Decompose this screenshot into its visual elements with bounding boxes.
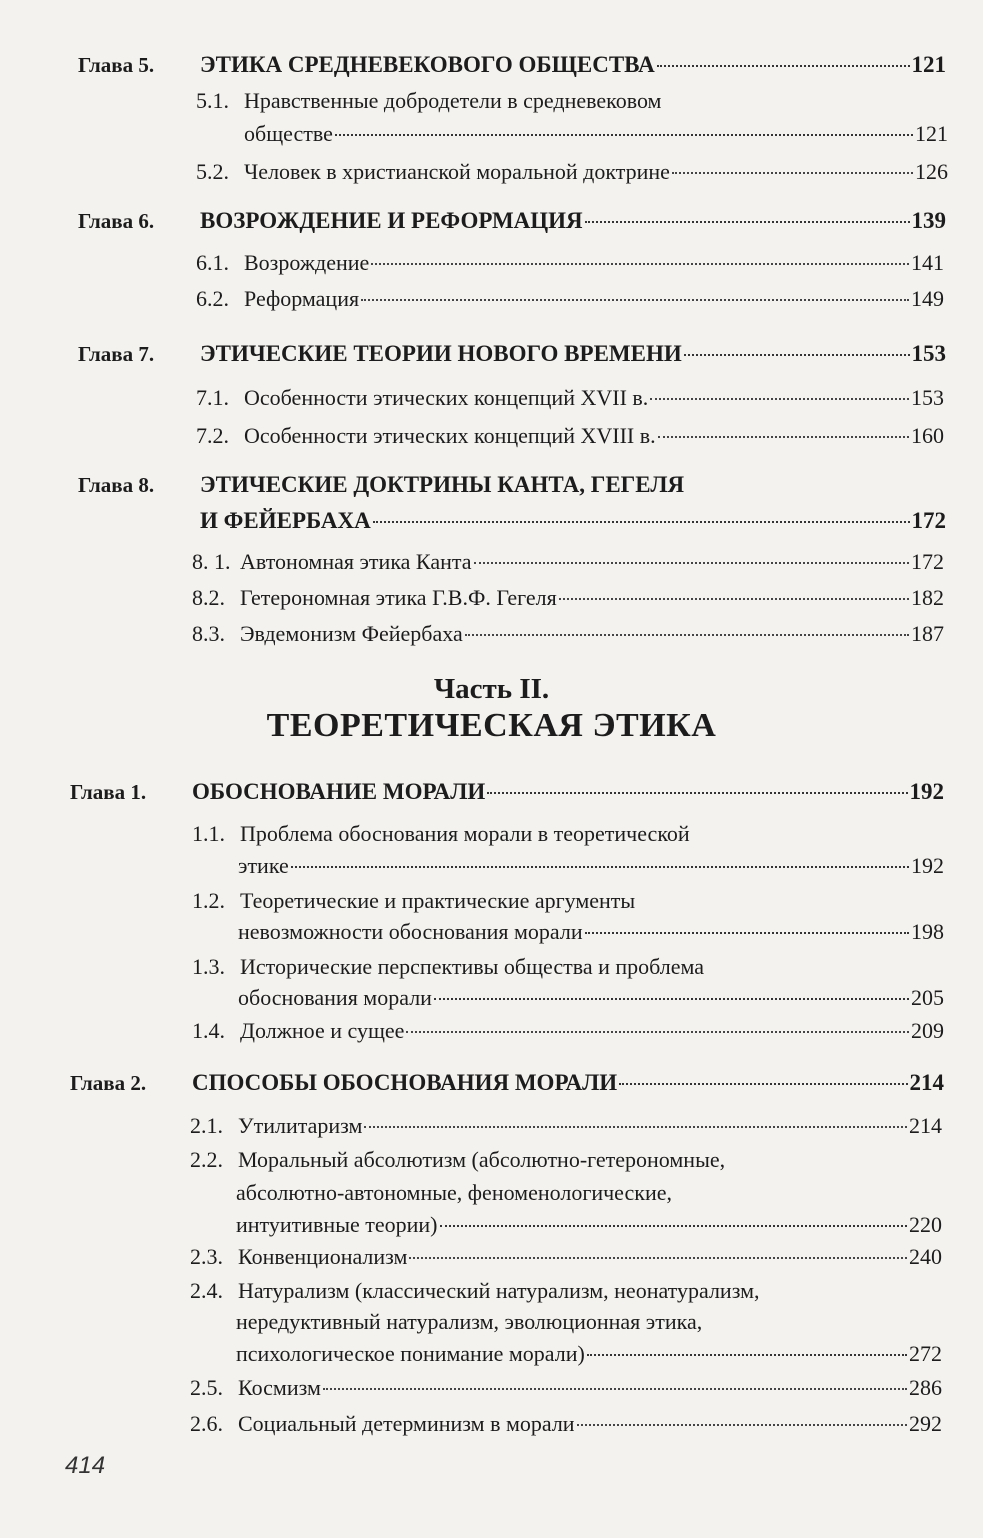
chapter-title: СПОСОБЫ ОБОСНОВАНИЯ МОРАЛИ: [192, 1070, 618, 1095]
page-number: 141: [911, 250, 944, 275]
page-number: 214: [909, 1113, 942, 1138]
dot-leader: [440, 1225, 908, 1227]
section-title-cont: интуитивные теории): [236, 1212, 438, 1237]
dot-leader: [587, 1354, 907, 1356]
toc-section-cont: [238, 915, 944, 949]
toc-chapter-cont: [78, 503, 946, 539]
chapter-title-line: [192, 1065, 944, 1101]
dot-leader: [371, 263, 909, 265]
page-number: 198: [911, 919, 944, 944]
chapter-title: ОБОСНОВАНИЕ МОРАЛИ: [192, 779, 486, 804]
toc-section-cont: [238, 849, 944, 883]
toc-section: [192, 545, 944, 579]
page-number: 160: [911, 423, 944, 448]
page-number: 149: [911, 286, 944, 311]
toc-section: [192, 617, 944, 651]
dot-leader: [361, 299, 909, 301]
dot-leader: [577, 1424, 907, 1426]
toc-section: [190, 1109, 942, 1143]
toc-section: [190, 1240, 942, 1274]
page-number: 205: [911, 985, 944, 1010]
chapter-title: ЭТИЧЕСКИЕ ТЕОРИИ НОВОГО ВРЕМЕНИ: [200, 341, 682, 366]
section-title: Возрождение: [244, 250, 370, 275]
chapter-number: Глава 6.: [78, 209, 155, 233]
page-number: 153: [911, 341, 946, 366]
dot-leader: [434, 998, 909, 1000]
section-number: 1.1.: [192, 821, 225, 846]
section-title: Особенности этических концепций XVIII в.: [244, 423, 656, 448]
section-title-cont: психологическое понимание морали): [236, 1341, 585, 1366]
dot-leader: [465, 634, 909, 636]
section-title: Теоретические и практические аргументы: [240, 888, 636, 913]
section-title-cont: обоснования морали: [238, 985, 432, 1010]
dot-leader: [323, 1388, 907, 1390]
section-number: 8. 1.: [192, 549, 231, 574]
section-title: Космизм: [238, 1375, 321, 1400]
section-title-cont: обществе: [244, 121, 333, 146]
chapter-number: Глава 2.: [70, 1071, 147, 1095]
section-title: Человек в христианской моральной доктрине: [244, 159, 670, 184]
dot-leader: [672, 172, 913, 174]
toc-chapter: [70, 1065, 944, 1101]
chapter-title: ВОЗРОЖДЕНИЕ И РЕФОРМАЦИЯ: [200, 208, 583, 233]
section-title-cont: этике: [238, 853, 289, 878]
toc-section: [196, 155, 948, 189]
page-number: 121: [915, 121, 948, 146]
chapter-title: ЭТИЧЕСКИЕ ДОКТРИНЫ КАНТА, ГЕГЕЛЯ: [200, 472, 685, 497]
section-title: Особенности этических концепций XVII в.: [244, 385, 649, 410]
toc-section: [192, 817, 944, 851]
dot-leader: [585, 221, 910, 223]
section-number: 2.4.: [190, 1278, 223, 1303]
page-number: 153: [911, 385, 944, 410]
part-title: ТЕОРЕТИЧЕСКАЯ ЭТИКА: [266, 707, 717, 744]
section-number: 5.2.: [196, 159, 229, 184]
dot-leader: [364, 1126, 907, 1128]
page-number: 292: [909, 1411, 942, 1436]
toc-section: [196, 419, 944, 453]
toc-section: [196, 246, 944, 280]
section-title: Натурализм (классический натурализм, неонатурализм,: [238, 1278, 760, 1303]
dot-leader: [474, 562, 909, 564]
section-number: 2.5.: [190, 1375, 223, 1400]
chapter-title-line: [192, 774, 944, 810]
page-number: 192: [909, 779, 944, 804]
page-number: 121: [911, 52, 946, 77]
toc-section-cont: [238, 981, 944, 1015]
toc-section: [192, 950, 944, 984]
dot-leader: [585, 932, 909, 934]
chapter-title-cont: И ФЕЙЕРБАХА: [200, 508, 371, 533]
section-title: Эвдемонизм Фейербаха: [240, 621, 463, 646]
page-number: 182: [911, 585, 944, 610]
page-number: 139: [911, 208, 946, 233]
toc-section: [190, 1274, 942, 1308]
toc-chapter: [78, 47, 946, 83]
section-number: 6.2.: [196, 286, 229, 311]
chapter-number: Глава 5.: [78, 53, 155, 77]
page-number: 214: [909, 1070, 944, 1095]
section-title: Утилитаризм: [238, 1113, 363, 1138]
dot-leader: [650, 398, 909, 400]
section-number: 8.2.: [192, 585, 225, 610]
chapter-title-line: [200, 336, 946, 372]
page-number: 240: [909, 1244, 942, 1269]
section-number: 2.6.: [190, 1411, 223, 1436]
dot-leader: [658, 436, 909, 438]
section-title: Исторические перспективы общества и проблема: [240, 954, 705, 979]
section-number: 1.3.: [192, 954, 225, 979]
toc-section: [190, 1143, 942, 1177]
toc-section-cont: [236, 1176, 942, 1210]
section-title: Конвенционализм: [238, 1244, 408, 1269]
section-number: 8.3.: [192, 621, 225, 646]
page-number: 220: [909, 1212, 942, 1237]
page-number: 286: [909, 1375, 942, 1400]
toc-section-cont: [236, 1337, 942, 1371]
dot-leader: [409, 1257, 907, 1259]
page-number: 126: [915, 159, 948, 184]
toc-section-cont: [244, 117, 948, 151]
page-number: 272: [909, 1341, 942, 1366]
section-number: 1.2.: [192, 888, 225, 913]
toc-section: [190, 1407, 942, 1441]
dot-leader: [373, 521, 910, 523]
chapter-title-line: [200, 503, 946, 539]
toc-section-cont: [236, 1208, 942, 1242]
dot-leader: [487, 792, 907, 794]
section-number: 2.3.: [190, 1244, 223, 1269]
chapter-number: Глава 8.: [78, 473, 155, 497]
section-title: Автономная этика Канта: [240, 549, 472, 574]
part-label: Часть II.: [433, 673, 550, 705]
dot-leader: [619, 1083, 907, 1085]
section-number: 2.1.: [190, 1113, 223, 1138]
page-number: 192: [911, 853, 944, 878]
section-title: Проблема обоснования морали в теоретической: [240, 821, 690, 846]
chapter-title-line: [200, 203, 946, 239]
page-folio: 414: [65, 1452, 106, 1479]
section-title: Гетерономная этика Г.В.Ф. Гегеля: [240, 585, 557, 610]
section-title: Должное и сущее: [240, 1018, 405, 1043]
chapter-number: Глава 7.: [78, 342, 155, 366]
section-number: 7.2.: [196, 423, 229, 448]
section-title: Моральный абсолютизм (абсолютно-гетерономные,: [238, 1147, 726, 1172]
dot-leader: [559, 598, 909, 600]
chapter-title-line: [200, 467, 946, 503]
section-number: 5.1.: [196, 88, 229, 113]
chapter-title: ЭТИКА СРЕДНЕВЕКОВОГО ОБЩЕСТВА: [200, 52, 655, 77]
page-number: 209: [911, 1018, 944, 1043]
page-number: 172: [911, 508, 946, 533]
toc-chapter: [70, 774, 944, 810]
toc-section-cont: [236, 1305, 942, 1339]
section-number: 6.1.: [196, 250, 229, 275]
toc-section: [192, 581, 944, 615]
section-title-cont: невозможности обоснования морали: [238, 919, 583, 944]
dot-leader: [406, 1031, 909, 1033]
toc-chapter: [78, 467, 946, 503]
toc-chapter: [78, 203, 946, 239]
section-number: 1.4.: [192, 1018, 225, 1043]
chapter-title-line: [200, 47, 946, 83]
dot-leader: [684, 354, 910, 356]
toc-section: [196, 381, 944, 415]
section-title-cont: абсолютно-автономные, феноменологические,: [236, 1180, 672, 1205]
dot-leader: [657, 65, 910, 67]
toc-section: [196, 84, 948, 118]
page-number: 187: [911, 621, 944, 646]
dot-leader: [291, 866, 909, 868]
toc-section: [192, 1014, 944, 1048]
toc-chapter: [78, 336, 946, 372]
section-title: Социальный детерминизм в морали: [238, 1411, 575, 1436]
dot-leader: [335, 134, 913, 136]
toc-section: [190, 1371, 942, 1405]
toc-section: [196, 282, 944, 316]
page-number: 172: [911, 549, 944, 574]
section-title-cont: нередуктивный натурализм, эволюционная этика,: [236, 1309, 703, 1334]
toc-section: [192, 884, 944, 918]
section-title: Реформация: [244, 286, 360, 311]
chapter-number: Глава 1.: [70, 780, 147, 804]
section-title: Нравственные добродетели в средневековом: [244, 88, 662, 113]
section-number: 7.1.: [196, 385, 229, 410]
section-number: 2.2.: [190, 1147, 223, 1172]
